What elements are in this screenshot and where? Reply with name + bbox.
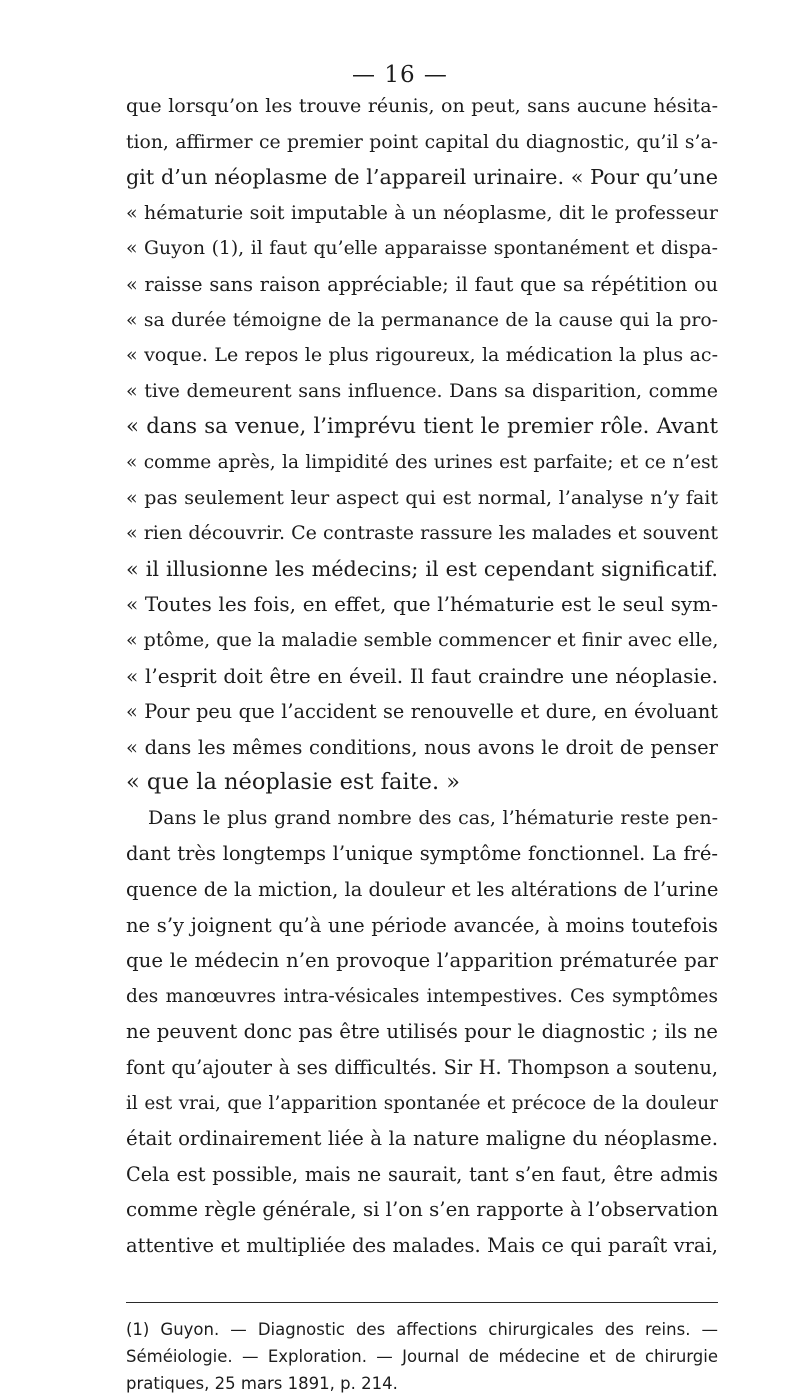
text-line: comme règle générale, si l’on s’en rapporte à l’observation <box>126 1198 719 1222</box>
text-line: « il illusionne les médecins; il est cependant significatif. <box>126 556 718 581</box>
text-line: il est vrai, que l’apparition spontanée et précoce de la douleur <box>126 1092 718 1114</box>
text-line: ne s’y joignent qu’à une période avancée, à moins toutefois <box>126 913 718 937</box>
text-line: git d’un néoplasme de l’appareil urinaire. « Pour qu’une <box>126 165 718 190</box>
text-line: que lorsqu’on les trouve réunis, on peut, sans aucune hésita- <box>126 95 718 117</box>
text-line: quence de la miction, la douleur et les altérations de l’urine <box>126 878 719 902</box>
text-line: « Guyon (1), il faut qu’elle apparaisse spontanément et dispa- <box>126 238 718 260</box>
text-line: tion, affirmer ce premier point capital du diagnostic, qu’il s’a- <box>126 131 718 153</box>
text-line: « voque. Le repos le plus rigoureux, la médication la plus ac- <box>126 344 718 367</box>
text-line: « que la néoplasie est faite. » <box>126 769 461 796</box>
text-line: « dans sa venue, l’imprévu tient le premier rôle. Avant <box>126 414 718 440</box>
text-line: « hématurie soit imputable à un néoplasme, dit le professeur <box>126 201 718 224</box>
footnote-line: (1) Guyon. — Diagnostic des affections chirurgicales des reins. — <box>126 1320 718 1339</box>
text-line: « pas seulement leur aspect qui est normal, l’analyse n’y fait <box>126 486 718 509</box>
text-line: « ptôme, que la maladie semble commencer et finir avec elle, <box>126 628 719 651</box>
text-line: « comme après, la limpidité des urines est parfaite; et ce n’est <box>126 451 718 473</box>
page-number: — 16 — <box>352 62 448 88</box>
text-line: Cela est possible, mais ne saurait, tant s’en faut, être admis <box>126 1162 718 1186</box>
text-line: ne peuvent donc pas être utilisés pour le diagnostic ; ils ne <box>126 1020 718 1044</box>
text-line: « dans les mêmes conditions, nous avons le droit de penser <box>126 735 718 759</box>
text-line: « rien découvrir. Ce contraste rassure les malades et souvent <box>126 522 718 545</box>
text-line: Dans le plus grand nombre des cas, l’hématurie reste pen- <box>148 806 718 829</box>
text-line: « raisse sans raison appréciable; il faut que sa répétition ou <box>126 272 718 296</box>
text-line: « l’esprit doit être en éveil. Il faut craindre une néoplasie. <box>126 663 718 688</box>
footnote-line: pratiques, 25 mars 1891, p. 214. <box>126 1374 398 1393</box>
text-line: des manœuvres intra-vésicales intempestives. Ces symptômes <box>126 985 718 1007</box>
text-line: que le médecin n’en provoque l’apparition prématurée par <box>126 949 718 973</box>
text-line: « Toutes les fois, en effet, que l’hématurie est le seul sym- <box>126 592 718 617</box>
text-line: était ordinairement liée à la nature maligne du néoplasme. <box>126 1127 718 1151</box>
footnote-line: Séméiologie. — Exploration. — Journal de médecine et de chirurgie <box>126 1347 718 1366</box>
footnote-separator <box>126 1302 718 1303</box>
text-line: attentive et multipliée des malades. Mais ce qui paraît vrai, <box>126 1234 718 1257</box>
text-line: dant très longtemps l’unique symptôme fonctionnel. La fré- <box>126 842 718 866</box>
text-line: « tive demeurent sans influence. Dans sa disparition, comme <box>126 379 718 402</box>
text-line: « Pour peu que l’accident se renouvelle et dure, en évoluant <box>126 700 718 724</box>
footnote <box>126 1316 718 1397</box>
body-text <box>126 89 718 1264</box>
text-line: « sa durée témoigne de la permanance de la cause qui la pro- <box>126 309 718 331</box>
text-line: font qu’ajouter à ses difficultés. Sir H. Thompson a soutenu, <box>126 1056 718 1080</box>
